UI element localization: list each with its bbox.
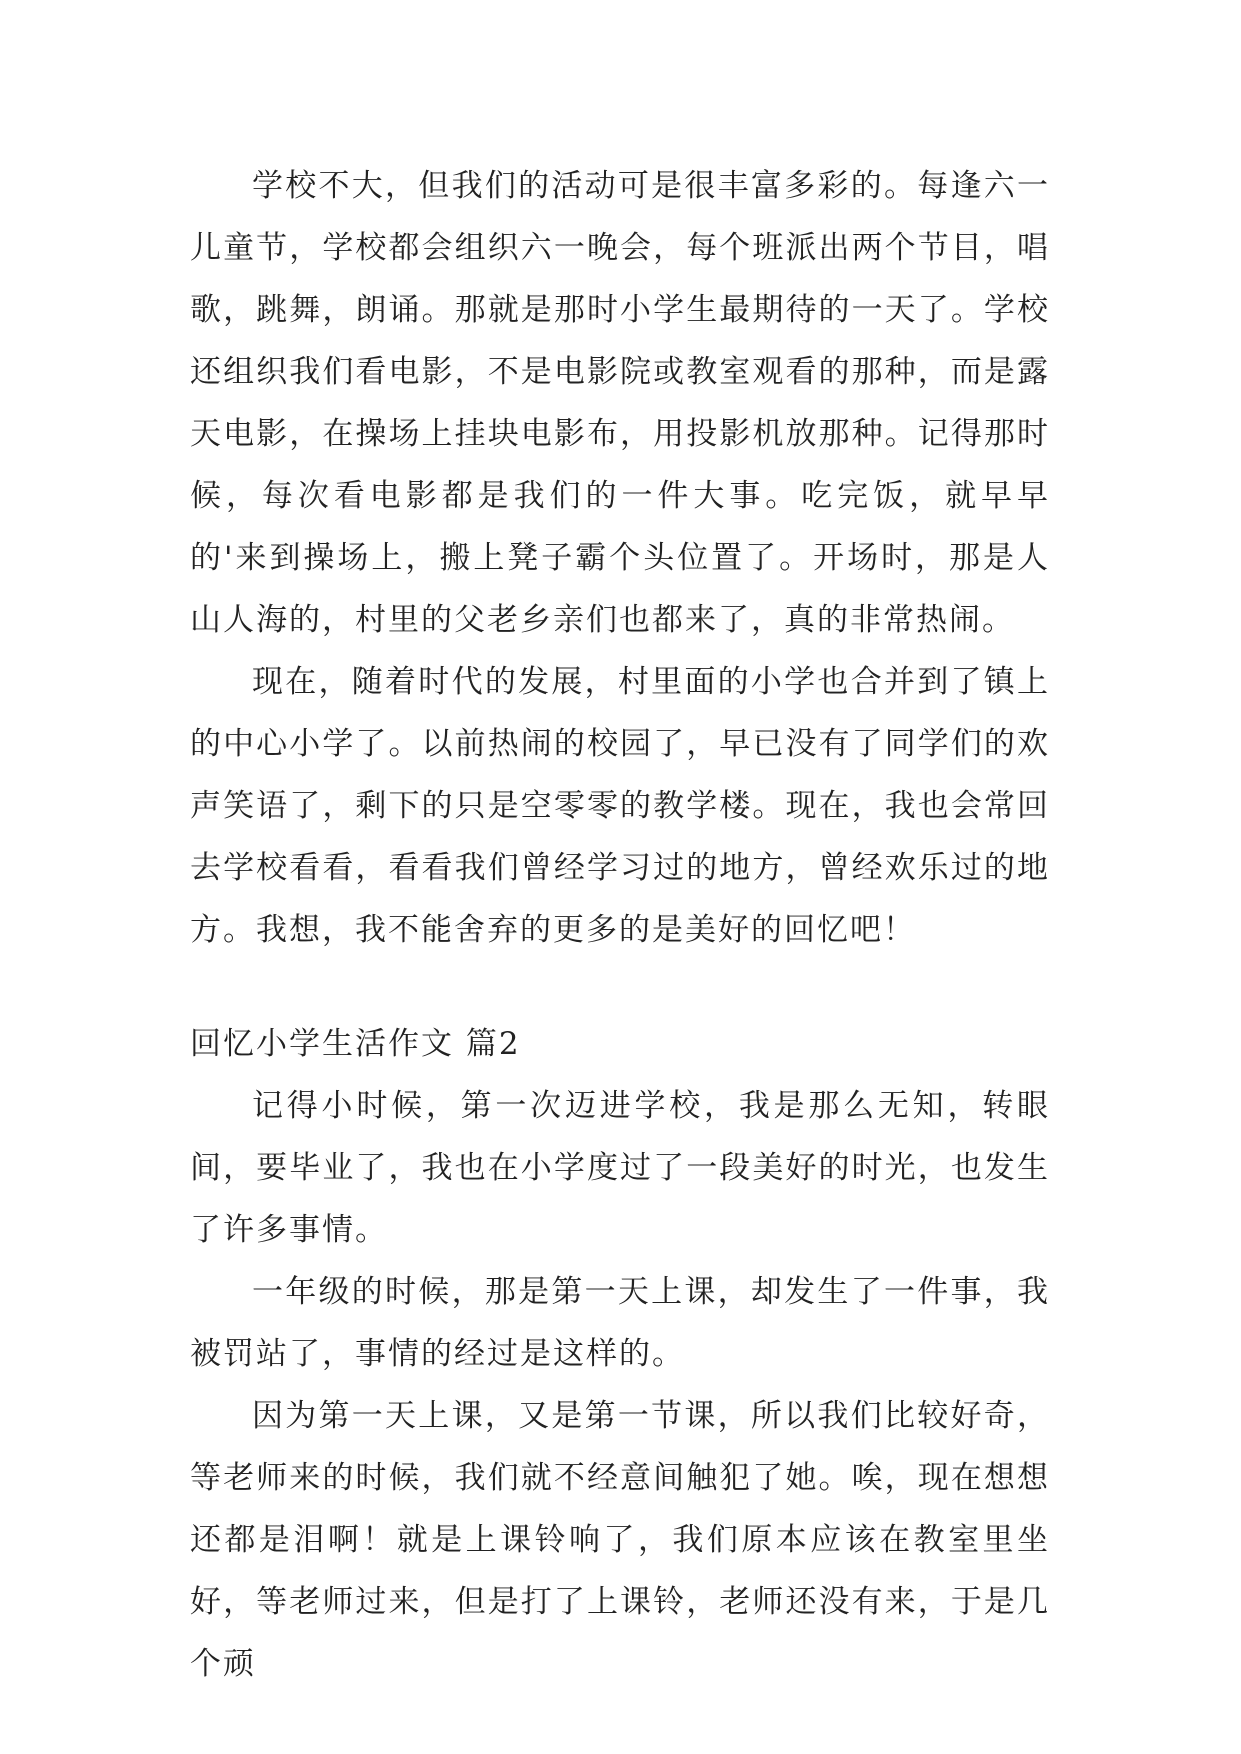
paragraph-activities: 学校不大，但我们的活动可是很丰富多彩的。每逢六一儿童节，学校都会组织六一晚会，每个班派出两个节目，唱歌，跳舞，朗诵。那就是那时小学生最期待的一天了。学校还组织我们看电影，不是电影院或教室观看的那种，而是露天电影，在操场上挂块电影布，用投影机放那种。记得那时候，每次看电影都是我们的一件大事。吃完饭，就早早的'来到操场上，搬上凳子霸个头位置了。开场时，那是人山人海的，村里的父老乡亲们也都来了，真的非常热闹。: [190, 168, 1050, 638]
paragraph-first-day: 记得小时候，第一次迈进学校，我是那么无知，转眼间，要毕业了，我也在小学度过了一段美好的时光，也发生了许多事情。: [190, 1088, 1050, 1248]
paragraph-grade-one: 一年级的时候，那是第一天上课，却发生了一件事，我被罚站了，事情的经过是这样的。: [190, 1274, 1050, 1372]
document-body: [190, 155, 1050, 1695]
paragraph-present: 现在，随着时代的发展，村里面的小学也合并到了镇上的中心小学了。以前热闹的校园了，早已没有了同学们的欢声笑语了，剩下的只是空零零的教学楼。现在，我也会常回去学校看看，看看我们曾经学习过的地方，曾经欢乐过的地方。我想，我不能舍弃的更多的是美好的回忆吧！: [190, 664, 1050, 948]
section-heading: 回忆小学生活作文 篇2: [190, 1026, 521, 1062]
paragraph-first-class: 因为第一天上课，又是第一节课，所以我们比较好奇，等老师来的时候，我们就不经意间触犯了她。唉，现在想想还都是泪啊！就是上课铃响了，我们原本应该在教室里坐好，等老师过来，但是打了上课铃，老师还没有来，于是几个顽: [190, 1398, 1050, 1682]
